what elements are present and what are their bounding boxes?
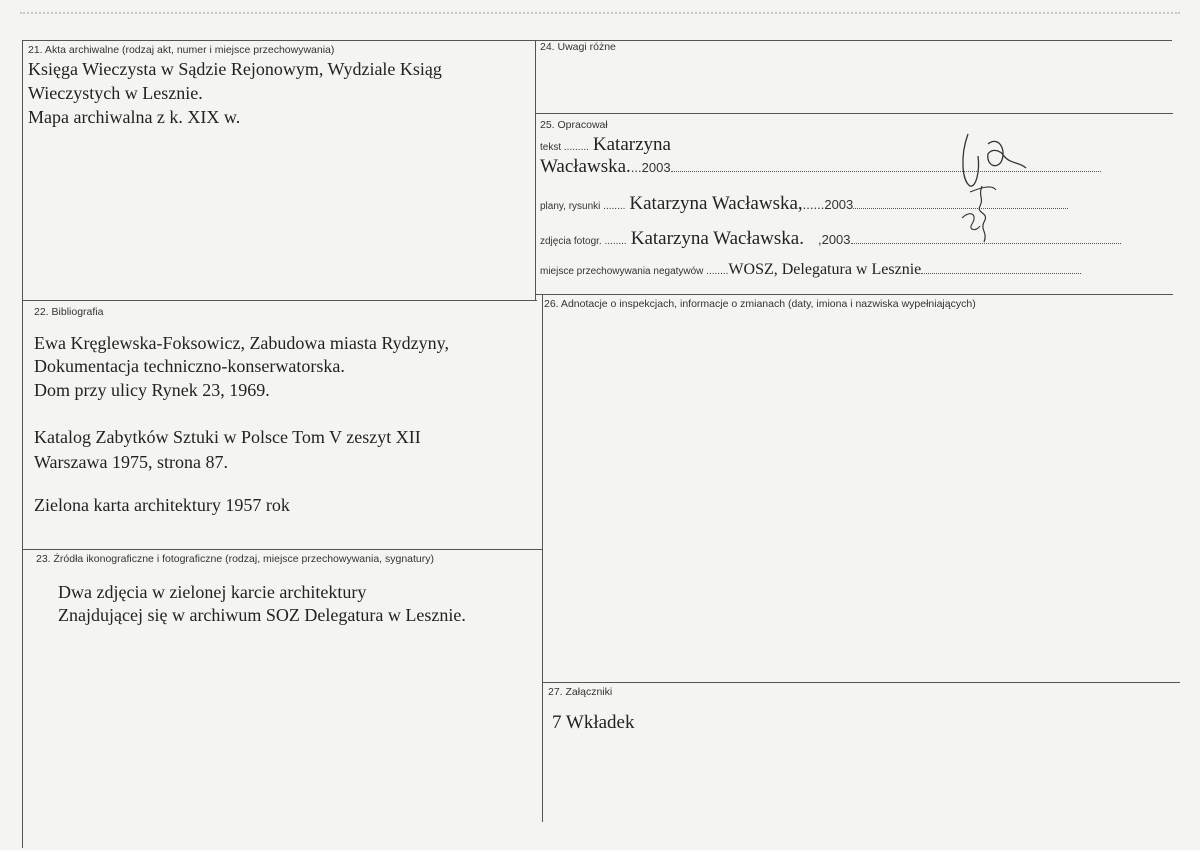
section-22-line-3: Dom przy ulicy Rynek 23, 1969. (34, 380, 270, 400)
tekst-value-1: Katarzyna (592, 134, 671, 155)
miejsce-label: miejsce przechowywania negatywów ........ (540, 266, 729, 277)
section-22-label: 22. Bibliografia (34, 306, 104, 318)
section-24-label: 24. Uwagi różne (540, 41, 616, 53)
zdjecia-value: Katarzyna Wacławska. (630, 228, 804, 249)
divider-22-23 (22, 549, 543, 550)
tekst-year: ...2003 (630, 160, 671, 175)
section-27-label: 27. Załączniki (548, 686, 613, 698)
section-27-value: 7 Wkładek (552, 712, 635, 733)
section-22-line-2: Dokumentacja techniczno-konserwatorska. (34, 356, 345, 376)
section-23-line-1: Dwa zdjęcia w zielonej karcie architektury (58, 582, 367, 602)
section-21-line-2: Wieczystych w Lesznie. (28, 83, 203, 103)
plany-label: plany, rysunki ........ (540, 201, 626, 212)
section-22-line-4: Katalog Zabytków Sztuki w Polsce Tom V zeszyt XII (34, 427, 421, 447)
section-23-label: 23. Źródła ikonograficzne i fotograficzne (rodzaj, miejsce przechowywania, sygnatury) (36, 553, 435, 565)
section-21-label: 21. Akta archiwalne (rodzaj akt, numer i miejsce przechowywania) (28, 44, 335, 56)
section-22-line-6: Zielona karta architektury 1957 rok (34, 495, 290, 515)
section-21-line-1: Księga Wieczysta w Sądzie Rejonowym, Wydziale Ksiąg (28, 59, 442, 79)
divider-25-26 (535, 294, 1173, 295)
miejsce-dotted-line (921, 273, 1081, 274)
divider-24-25 (535, 113, 1173, 114)
section-26-label: 26. Adnotacje o inspekcjach, informacje o zmianach (daty, imiona i nazwiska wypełniających) (544, 298, 976, 310)
zdjecia-year: ,2003 (817, 232, 851, 247)
divider-26-27 (542, 682, 1180, 683)
section-22-line-5: Warszawa 1975, strona 87. (34, 452, 228, 472)
middle-divider-lower (542, 295, 543, 822)
top-dotted-edge (20, 12, 1180, 14)
plany-year: ......2003 (802, 197, 854, 212)
section-21-line-3: Mapa archiwalna z k. XIX w. (28, 107, 241, 127)
left-border-line (22, 40, 23, 848)
tekst-value-2: Wacławska. (540, 156, 631, 177)
section-22-line-1: Ewa Kręglewska-Foksowicz, Zabudowa miasta Rydzyny, (34, 333, 450, 353)
plany-value: Katarzyna Wacławska, (629, 193, 803, 214)
tekst-row-1 (540, 134, 671, 156)
middle-divider-upper (535, 40, 536, 300)
section-25-label: 25. Opracował (540, 119, 608, 131)
miejsce-row (540, 261, 1081, 279)
section-23-line-2: Znajdującej się w archiwum SOZ Delegatura w Lesznie. (58, 605, 466, 625)
zdjecia-label: zdjęcia fotogr. ........ (540, 236, 627, 247)
handwritten-signature (940, 126, 1040, 256)
divider-21-22 (22, 300, 537, 301)
miejsce-value: WOSZ, Delegatura w Lesznie (728, 261, 922, 278)
tekst-label: tekst ......... (540, 142, 589, 153)
